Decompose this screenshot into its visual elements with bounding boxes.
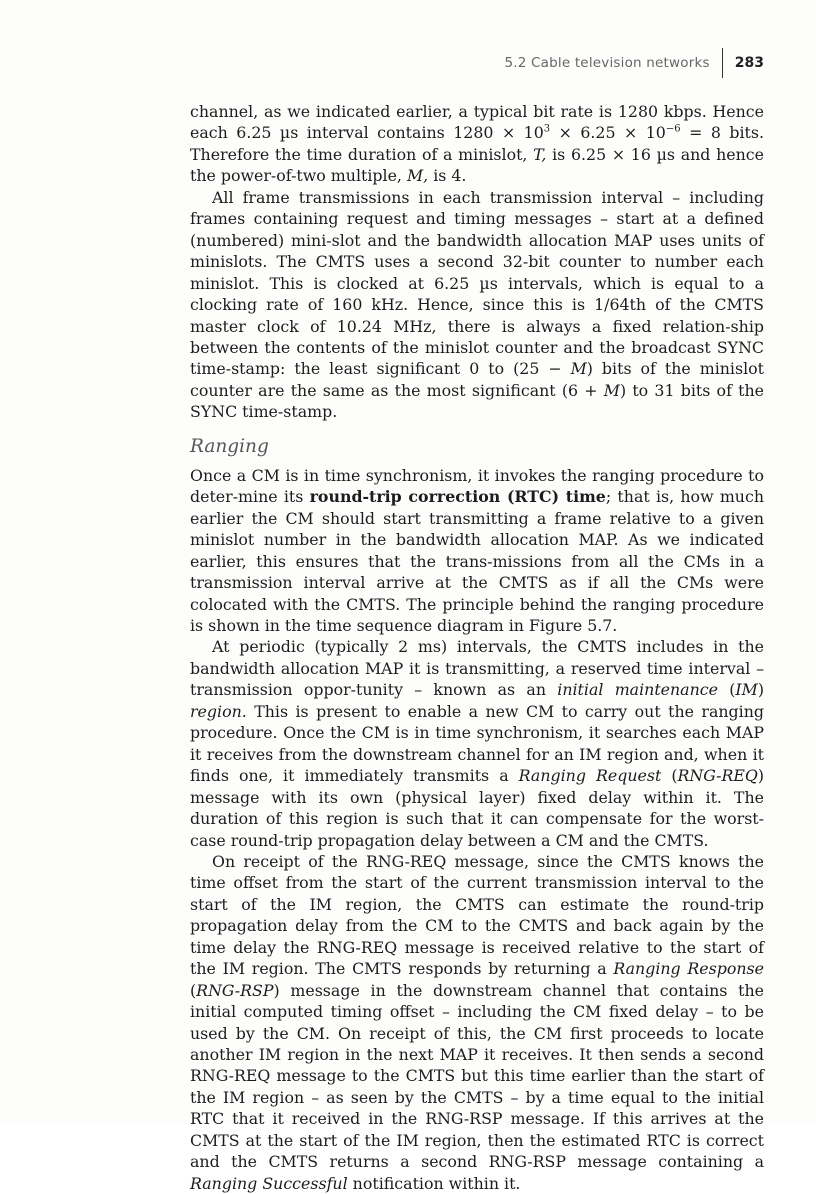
paragraph-1: channel, as we indicated earlier, a typical bit rate is 1280 kbps. Hence each 6.25 µs interval contains $1280 \times 10^3 \times 6.25 \times 10^{-6} = 8$ bits. Therefore the time duration of a minislot, T, is 6.25 × 16 µs and hence the power-of-two multiple, M, is 4.	[190, 102, 764, 186]
paragraph-3: Once a CM is in time synchronism, it invokes the ranging procedure to deter-mine its round-trip correction (RTC) time; that is, how much earlier the CM should start transmitting a frame relative to a given minislot number in the bandwidth allocation MAP. As we indicated earlier, this ensures that the trans-missions from all the CMs in a transmission interval arrive at the CMTS as if all the CMs were colocated with the CMTS. The principle behind the ranging procedure is shown in the time sequence diagram in Figure 5.7.	[190, 465, 765, 635]
paragraph-2: All frame transmissions in each transmission interval – including frames containing request and timing messages – start at a defined (numbered) mini-slot and the bandwidth allocation MAP uses units of minislots. The CMTS uses a second 32-bit counter to number each minislot. This is clocked at 6.25 µs intervals, which is equal to a clocking rate of 160 kHz. Hence, since this is 1/64th of the CMTS master clock of 10.24 MHz, there is always a fixed relation-ship between the contents of the minislot counter and the broadcast SYNC time-stamp: the least significant 0 to (25 − M) bits of the minislot counter are the same as the most significant (6 + M) to 31 bits of the SYNC time-stamp.	[190, 187, 764, 422]
header-divider	[722, 48, 723, 78]
page-number: 283	[734, 55, 764, 71]
body-text	[190, 101, 764, 1194]
section-title: 5.2 Cable television networks	[504, 55, 710, 71]
section-heading-ranging: Ranging	[190, 435, 269, 457]
paragraph-4: At periodic (typically 2 ms) intervals, the CMTS includes in the bandwidth allocation MAP it is transmitting, a reserved time interval – transmission oppor-tunity – known as an initial maintenance (IM) region. This is present to enable a new CM to carry out the ranging procedure. Once the CM is in time synchronism, it searches each MAP it receives from the downstream channel for an IM region and, when it finds one, it immediately transmits a Ranging Request (RNG-REQ) message with its own (physical layer) fixed delay within it. The duration of this region is such that it can compensate for the worst-case round-trip propagation delay between a CM and the CMTS.	[190, 637, 765, 850]
running-head	[504, 48, 764, 78]
paragraph-5: On receipt of the RNG-REQ message, since the CMTS knows the time offset from the start of the current transmission interval to the start of the IM region, the CMTS can estimate the round-trip propagation delay from the CM to the CMTS and back again by the time delay the RNG-REQ message is received relative to the start of the IM region. The CMTS responds by returning a Ranging Response (RNG-RSP) message in the downstream channel that contains the initial computed timing offset – including the CM fixed delay – to be used by the CM. On receipt of this, the CM first proceeds to locate another IM region in the next MAP it receives. It then sends a second RNG-REQ message to the CMTS but this time earlier than the start of the IM region – as seen by the CMTS – by a time equal to the initial RTC that it received in the RNG-RSP message. If this arrives at the CMTS at the start of the IM region, then the estimated RTC is correct and the CMTS returns a second RNG-RSP message containing a Ranging Successful notification within it.	[190, 851, 764, 1193]
